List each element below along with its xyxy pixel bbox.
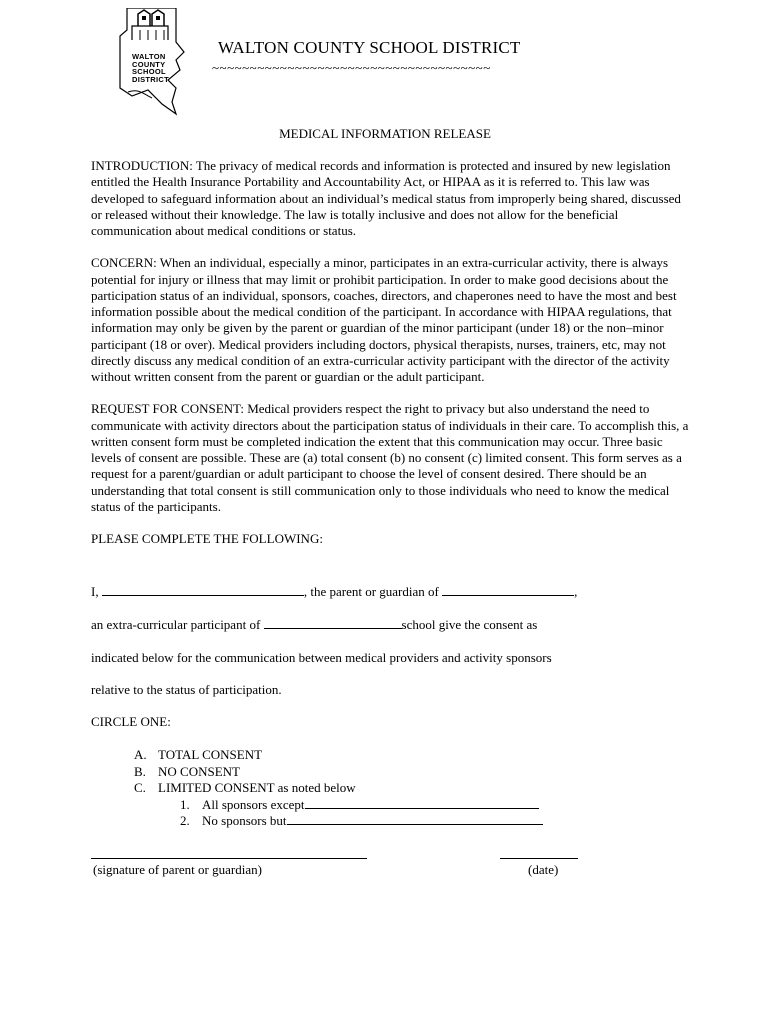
option-label: LIMITED CONSENT as noted below [158,780,356,795]
introduction-paragraph: INTRODUCTION: The privacy of medical records and information is protected and insured by new legislation entitled the Health Insurance Portability and Accountability Act, or HIPAA as it is referred to. This law was developed to safeguard information about an individual’s medical status from improperly being shared, discussed or released without their knowledge. The law is totally inclusive and does not allow for the beneficial communication about medical conditions or status. [91,158,681,238]
date-field[interactable] [500,858,578,859]
body-paragraphs [91,158,691,563]
consent-options [134,747,543,830]
date-label: (date) [528,862,559,877]
option-limited-consent[interactable] [134,780,543,797]
option-label: NO CONSENT [158,763,240,779]
option-total-consent[interactable] [134,747,543,764]
option-letter: C. [134,780,146,795]
school-name-field[interactable] [264,617,402,629]
limited-consent-details [134,797,543,830]
sub-option-none-but [180,813,543,830]
participant-name-field[interactable] [442,584,574,596]
logo-text [132,53,169,83]
line-text: school give the consent as [401,617,538,632]
line-text: an extra-curricular participant of [91,617,264,632]
consent-text-line: indicated below for the communication between medical providers and activity sponsors [91,650,552,665]
consent-text-line: relative to the status of participation. [91,682,282,697]
option-letter: A. [134,747,147,762]
all-except-field[interactable] [305,797,539,809]
request-paragraph: REQUEST FOR CONSENT: Medical providers respect the right to privacy but also understand the need to communicate with activity directors about the participation status of individuals in their care. To accomplish this, a written consent form must be completed indication the extent that this communication may occur. Three basic levels of consent are possible. These are (a) total consent (b) no consent (c) limited consent. This form serves as a request for a parent/guardian or adult participant to choose the level of consent desired. There should be an understanding that total consent is still communication only to those individuals who need to know the medical status of the participants. [91,401,689,514]
logo-line: COUNTY [132,59,166,69]
line-text: I, [91,584,102,599]
line-text: , [574,584,578,599]
sub-option-number: 2. [180,813,190,828]
logo-line: DISTRICT [132,74,169,84]
option-letter: B. [134,763,146,779]
document-title: MEDICAL INFORMATION RELEASE [279,126,491,141]
signature-field[interactable] [91,858,367,859]
sub-option-number: 1. [180,796,190,812]
option-label: TOTAL CONSENT [158,747,263,762]
guardian-line [91,584,577,600]
concern-paragraph: CONCERN: When an individual, especially a minor, participates in an extra-curricular activity, there is always potential for injury or illness that may limit or prohibit participation. In order to make good decisions about the participation status of an individual, sponsors, coaches, directors, and chaperones need to have the most and best information possible about the medical condition of the participant. In accordance with HIPAA regulations, that information may only be given by the parent or guardian of the minor participant (under 18) or the non–minor participant (18 or over). Medical providers including doctors, physical therapists, nurses, trainers, etc, may not directly discuss any medical condition of an extra-curricular activity participant with the director of the activity without written consent from the parent or guardian or the adult participant. [91,255,677,384]
district-name: WALTON COUNTY SCHOOL DISTRICT [218,38,521,57]
signature-label: (signature of parent or guardian) [93,862,262,877]
circle-one-heading: CIRCLE ONE: [91,714,171,729]
guardian-name-field[interactable] [102,584,304,596]
school-line [91,617,537,633]
option-no-consent[interactable] [134,764,543,781]
complete-heading: PLEASE COMPLETE THE FOLLOWING: [91,531,323,546]
line-text: , the parent or guardian of [303,584,443,599]
logo-line: SCHOOL [132,67,166,76]
sub-option-all-except [180,797,543,814]
none-but-field[interactable] [287,813,543,825]
logo-line: WALTON [132,52,166,61]
sub-option-label: No sponsors but [202,813,287,828]
sub-option-label: All sponsors except [202,796,305,812]
tilde-divider: ~~~~~~~~~~~~~~~~~~~~~~~~~~~~~~~~~~~~~ [212,60,491,75]
